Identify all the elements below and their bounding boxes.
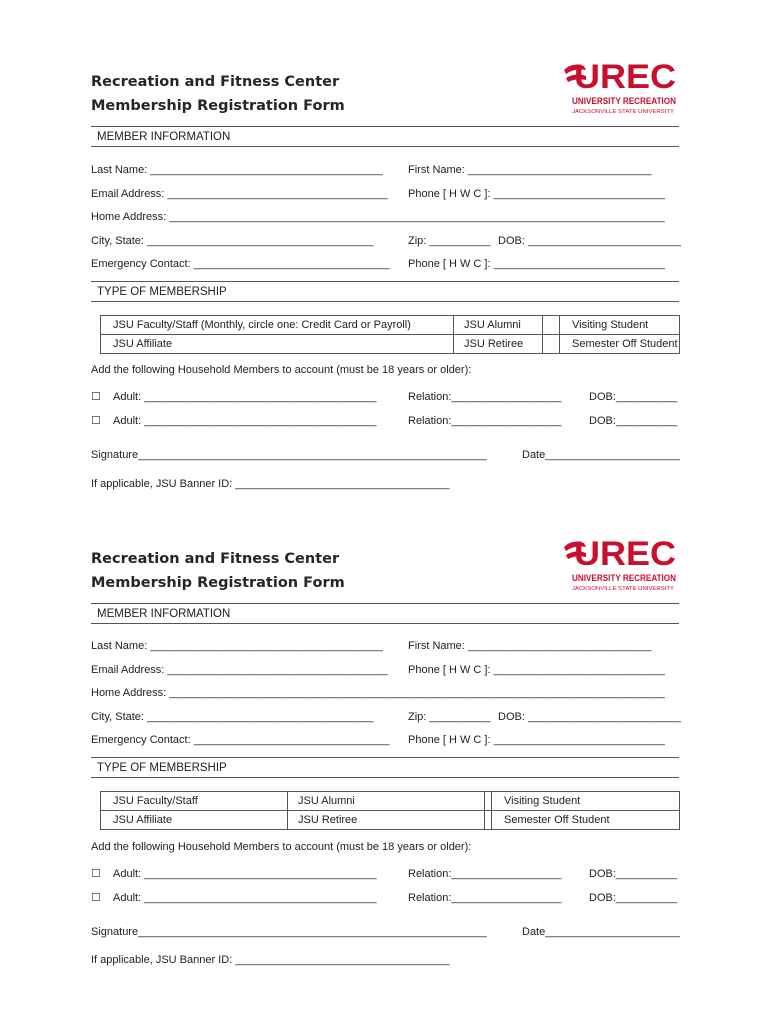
membership-spacer bbox=[485, 792, 492, 811]
membership-option[interactable]: JSU Alumni bbox=[454, 316, 543, 335]
first-name-field[interactable]: First Name: ______________________________ bbox=[408, 164, 652, 176]
membership-spacer bbox=[543, 335, 560, 354]
membership-option[interactable]: Visiting Student bbox=[492, 792, 680, 811]
logo-main-text: UREC bbox=[574, 58, 676, 96]
membership-option[interactable]: Visiting Student bbox=[560, 316, 680, 335]
dob-field[interactable]: DOB: _________________________ bbox=[498, 711, 681, 723]
section-member-info-label: MEMBER INFORMATION bbox=[97, 608, 231, 620]
relation-field[interactable]: Relation:__________________ bbox=[408, 868, 562, 880]
table-row bbox=[101, 335, 680, 354]
signature-field[interactable]: Signature_________________________________________________________ bbox=[91, 926, 487, 938]
logo-sub2-text: JACKSONVILLE STATE UNIVERSITY bbox=[572, 586, 675, 592]
section-membership-type-label: TYPE OF MEMBERSHIP bbox=[97, 286, 227, 298]
section-membership-type bbox=[91, 761, 679, 778]
registration-form-1 bbox=[0, 0, 770, 500]
phone-field[interactable]: Phone [ H W C ]: ____________________________ bbox=[408, 664, 665, 676]
form-title-line2: Membership Registration Form bbox=[91, 575, 345, 591]
email-field[interactable]: Email Address: ____________________________________ bbox=[91, 664, 388, 676]
city-state-field[interactable]: City, State: _____________________________________ bbox=[91, 711, 374, 723]
email-field[interactable]: Email Address: ____________________________________ bbox=[91, 188, 388, 200]
urec-logo bbox=[562, 56, 678, 118]
city-state-field[interactable]: City, State: _____________________________________ bbox=[91, 235, 374, 247]
zip-field[interactable]: Zip: __________ bbox=[408, 235, 491, 247]
membership-option[interactable]: JSU Affiliate bbox=[101, 811, 288, 830]
membership-option[interactable]: Semester Off Student bbox=[492, 811, 680, 830]
relation-field[interactable]: Relation:__________________ bbox=[408, 415, 562, 427]
form-title-line1: Recreation and Fitness Center bbox=[91, 551, 340, 567]
emergency-phone-field[interactable]: Phone [ H W C ]: ____________________________ bbox=[408, 734, 665, 746]
membership-spacer bbox=[485, 811, 492, 830]
membership-spacer bbox=[543, 316, 560, 335]
form-title-line2: Membership Registration Form bbox=[91, 98, 345, 114]
membership-option[interactable]: JSU Affiliate bbox=[101, 335, 454, 354]
first-name-field[interactable]: First Name: ______________________________ bbox=[408, 640, 652, 652]
adult-checkbox-icon[interactable]: ☐ bbox=[91, 391, 101, 403]
section-membership-type bbox=[91, 285, 679, 302]
registration-form-2 bbox=[0, 477, 770, 977]
adult-dob-field[interactable]: DOB:__________ bbox=[589, 868, 678, 880]
membership-option[interactable]: JSU Retiree bbox=[454, 335, 543, 354]
emergency-contact-field[interactable]: Emergency Contact: ________________________________ bbox=[91, 258, 390, 270]
date-field[interactable]: Date______________________ bbox=[522, 449, 680, 461]
adult-dob-field[interactable]: DOB:__________ bbox=[589, 391, 678, 403]
phone-field[interactable]: Phone [ H W C ]: ____________________________ bbox=[408, 188, 665, 200]
logo-sub1-text: UNIVERSITY RECREATION bbox=[572, 96, 677, 107]
membership-option[interactable]: JSU Faculty/Staff bbox=[101, 792, 288, 811]
table-row bbox=[101, 316, 680, 335]
home-address-field[interactable]: Home Address: _________________________________________________________________________________ bbox=[91, 211, 665, 223]
relation-field[interactable]: Relation:__________________ bbox=[408, 391, 562, 403]
membership-table bbox=[100, 315, 680, 354]
table-row bbox=[101, 792, 680, 811]
urec-logo bbox=[562, 533, 678, 595]
adult-checkbox-icon[interactable]: ☐ bbox=[91, 868, 101, 880]
adult-name-field[interactable]: Adult: ______________________________________ bbox=[113, 391, 377, 403]
membership-option[interactable]: Semester Off Student bbox=[560, 335, 680, 354]
membership-option[interactable]: JSU Alumni bbox=[288, 792, 485, 811]
section-member-info bbox=[91, 130, 679, 147]
logo-sub1-text: UNIVERSITY RECREATION bbox=[572, 573, 677, 584]
adult-name-field[interactable]: Adult: ______________________________________ bbox=[113, 868, 377, 880]
form-title-line1: Recreation and Fitness Center bbox=[91, 74, 340, 90]
date-field[interactable]: Date______________________ bbox=[522, 926, 680, 938]
banner-id-field[interactable]: If applicable, JSU Banner ID: ___________________________________ bbox=[91, 478, 450, 490]
membership-option[interactable]: JSU Faculty/Staff (Monthly, circle one: Credit Card or Payroll) bbox=[101, 316, 454, 335]
household-instructions: Add the following Household Members to account (must be 18 years or older): bbox=[91, 841, 472, 853]
dob-field[interactable]: DOB: _________________________ bbox=[498, 235, 681, 247]
relation-field[interactable]: Relation:__________________ bbox=[408, 892, 562, 904]
emergency-phone-field[interactable]: Phone [ H W C ]: ____________________________ bbox=[408, 258, 665, 270]
membership-table bbox=[100, 791, 680, 830]
section-membership-type-label: TYPE OF MEMBERSHIP bbox=[97, 762, 227, 774]
zip-field[interactable]: Zip: __________ bbox=[408, 711, 491, 723]
section-member-info bbox=[91, 607, 679, 624]
logo-sub2-text: JACKSONVILLE STATE UNIVERSITY bbox=[572, 109, 675, 115]
last-name-field[interactable]: Last Name: ______________________________________ bbox=[91, 640, 383, 652]
home-address-field[interactable]: Home Address: _________________________________________________________________________________ bbox=[91, 687, 665, 699]
adult-name-field[interactable]: Adult: ______________________________________ bbox=[113, 415, 377, 427]
adult-name-field[interactable]: Adult: ______________________________________ bbox=[113, 892, 377, 904]
logo-main-text: UREC bbox=[574, 535, 676, 573]
membership-option[interactable]: JSU Retiree bbox=[288, 811, 485, 830]
household-instructions: Add the following Household Members to account (must be 18 years or older): bbox=[91, 364, 472, 376]
signature-field[interactable]: Signature_________________________________________________________ bbox=[91, 449, 487, 461]
adult-dob-field[interactable]: DOB:__________ bbox=[589, 415, 678, 427]
banner-id-field[interactable]: If applicable, JSU Banner ID: ___________________________________ bbox=[91, 954, 450, 966]
adult-checkbox-icon[interactable]: ☐ bbox=[91, 892, 101, 904]
adult-checkbox-icon[interactable]: ☐ bbox=[91, 415, 101, 427]
table-row bbox=[101, 811, 680, 830]
emergency-contact-field[interactable]: Emergency Contact: ________________________________ bbox=[91, 734, 390, 746]
adult-dob-field[interactable]: DOB:__________ bbox=[589, 892, 678, 904]
last-name-field[interactable]: Last Name: ______________________________________ bbox=[91, 164, 383, 176]
section-member-info-label: MEMBER INFORMATION bbox=[97, 131, 231, 143]
